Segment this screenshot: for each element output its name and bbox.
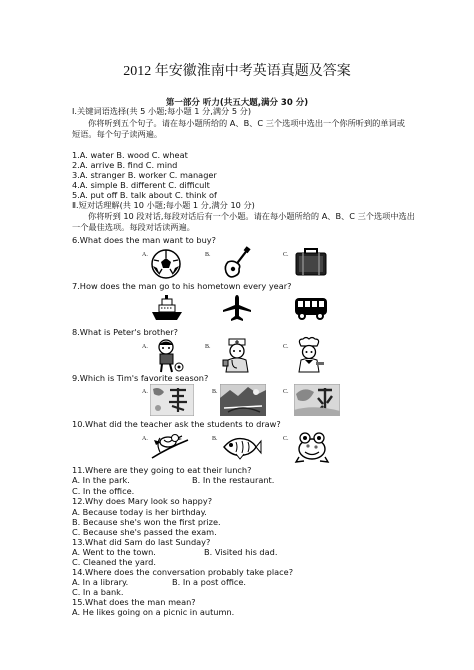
question-15: 15.What does the man mean? [72, 597, 196, 607]
part1-heading: 第一部分 听力(共五大题,满分 30 分) [165, 98, 309, 108]
autumn-picture-icon [220, 384, 266, 416]
option-label-c: C. [283, 252, 289, 258]
section2-instruction-line1: 你将听到 10 段对话,每段对话后有一个小题。请在每小题所给的 A、B、C 三个选项中选出 [88, 211, 415, 221]
option-label-c: C. [283, 436, 289, 442]
frog-icon [294, 430, 330, 464]
answer-option-b: B. In a post office. [172, 577, 246, 587]
question-6: 6.What does the man want to buy? [72, 235, 216, 245]
answer-option-c: C. In the office. [72, 486, 135, 496]
section1-item: 1.A. water B. wood C. wheat [72, 150, 188, 160]
option-label-c: C. [283, 389, 289, 395]
ship-icon [150, 294, 184, 322]
chef-icon [292, 336, 326, 374]
answer-option-a: A. Because today is her birthday. [72, 507, 207, 517]
section2-instruction-line2: 一个最佳选项。每段对话读两遍。 [72, 222, 195, 232]
section1-item: 4.A. simple B. different C. difficult [72, 180, 210, 190]
bus-icon [294, 296, 328, 320]
question-14: 14.Where does the conversation probably take place? [72, 567, 294, 577]
airplane-icon [222, 294, 252, 322]
fish-icon [220, 432, 262, 462]
answer-option-b: B. In the restaurant. [192, 475, 275, 485]
question-9: 9.Which is Tim's favorite season? [72, 373, 209, 383]
question-8: 8.What is Peter's brother? [72, 327, 179, 337]
soccer-ball-icon [150, 248, 182, 280]
answer-option-b: B. Because she's won the first prize. [72, 517, 221, 527]
guitar-icon [222, 246, 252, 280]
answer-option-c: C. Cleaned the yard. [72, 557, 156, 567]
section1-item: 5.A. put off B. talk about C. think of [72, 190, 217, 200]
option-label-b: B. [205, 344, 211, 350]
section2-heading: Ⅱ.短对话理解(共 10 小题;每小题 1 分,满分 10 分) [72, 200, 255, 210]
doctor-icon [220, 338, 254, 374]
answer-option-b: B. Visited his dad. [204, 547, 278, 557]
suitcase-icon [294, 246, 328, 278]
answer-option-a: A. In the park. [72, 475, 130, 485]
answer-option-a: A. He likes going on a picnic in autumn. [72, 607, 235, 617]
option-label-b: B. [212, 389, 218, 395]
answer-option-a: A. In a library. [72, 577, 129, 587]
page-title: 2012 年安徽淮南中考英语真题及答案 [123, 64, 351, 79]
question-11: 11.Where are they going to eat their lunch? [72, 465, 252, 475]
option-label-a: A. [142, 252, 148, 258]
section1-instruction-line1: 你将听到五个句子。请在每小题所给的 A、B、C 三个选项中选出一个你所听到的单词或 [88, 118, 405, 128]
section1-instruction-line2: 短语。每个句子读两遍。 [72, 129, 163, 139]
option-label-a: A. [142, 344, 148, 350]
section1-item: 3.A. stranger B. worker C. manager [72, 170, 217, 180]
winter-picture-icon [294, 384, 340, 416]
section1-item: 2.A. arrive B. find C. mind [72, 160, 178, 170]
option-label-a: A. [142, 436, 148, 442]
answer-option-c: C. In a bank. [72, 587, 124, 597]
section1-heading: Ⅰ.关键词语选择(共 5 小题;每小题 1 分,满分 5 分) [72, 106, 252, 116]
answer-option-a: A. Went to the town. [72, 547, 156, 557]
option-label-b: B. [205, 252, 211, 258]
question-7: 7.How does the man go to his hometown every year? [72, 281, 292, 291]
football-player-icon [150, 338, 184, 374]
option-label-c: C. [283, 344, 289, 350]
question-10: 10.What did the teacher ask the students to draw? [72, 419, 281, 429]
question-12: 12.Why does Mary look so happy? [72, 496, 213, 506]
bird-icon [150, 430, 190, 464]
option-label-a: A. [142, 389, 148, 395]
question-13: 13.What did Sam do last Sunday? [72, 537, 211, 547]
option-label-b: B. [212, 436, 218, 442]
answer-option-c: C. Because she's passed the exam. [72, 527, 217, 537]
spring-picture-icon [150, 384, 194, 416]
